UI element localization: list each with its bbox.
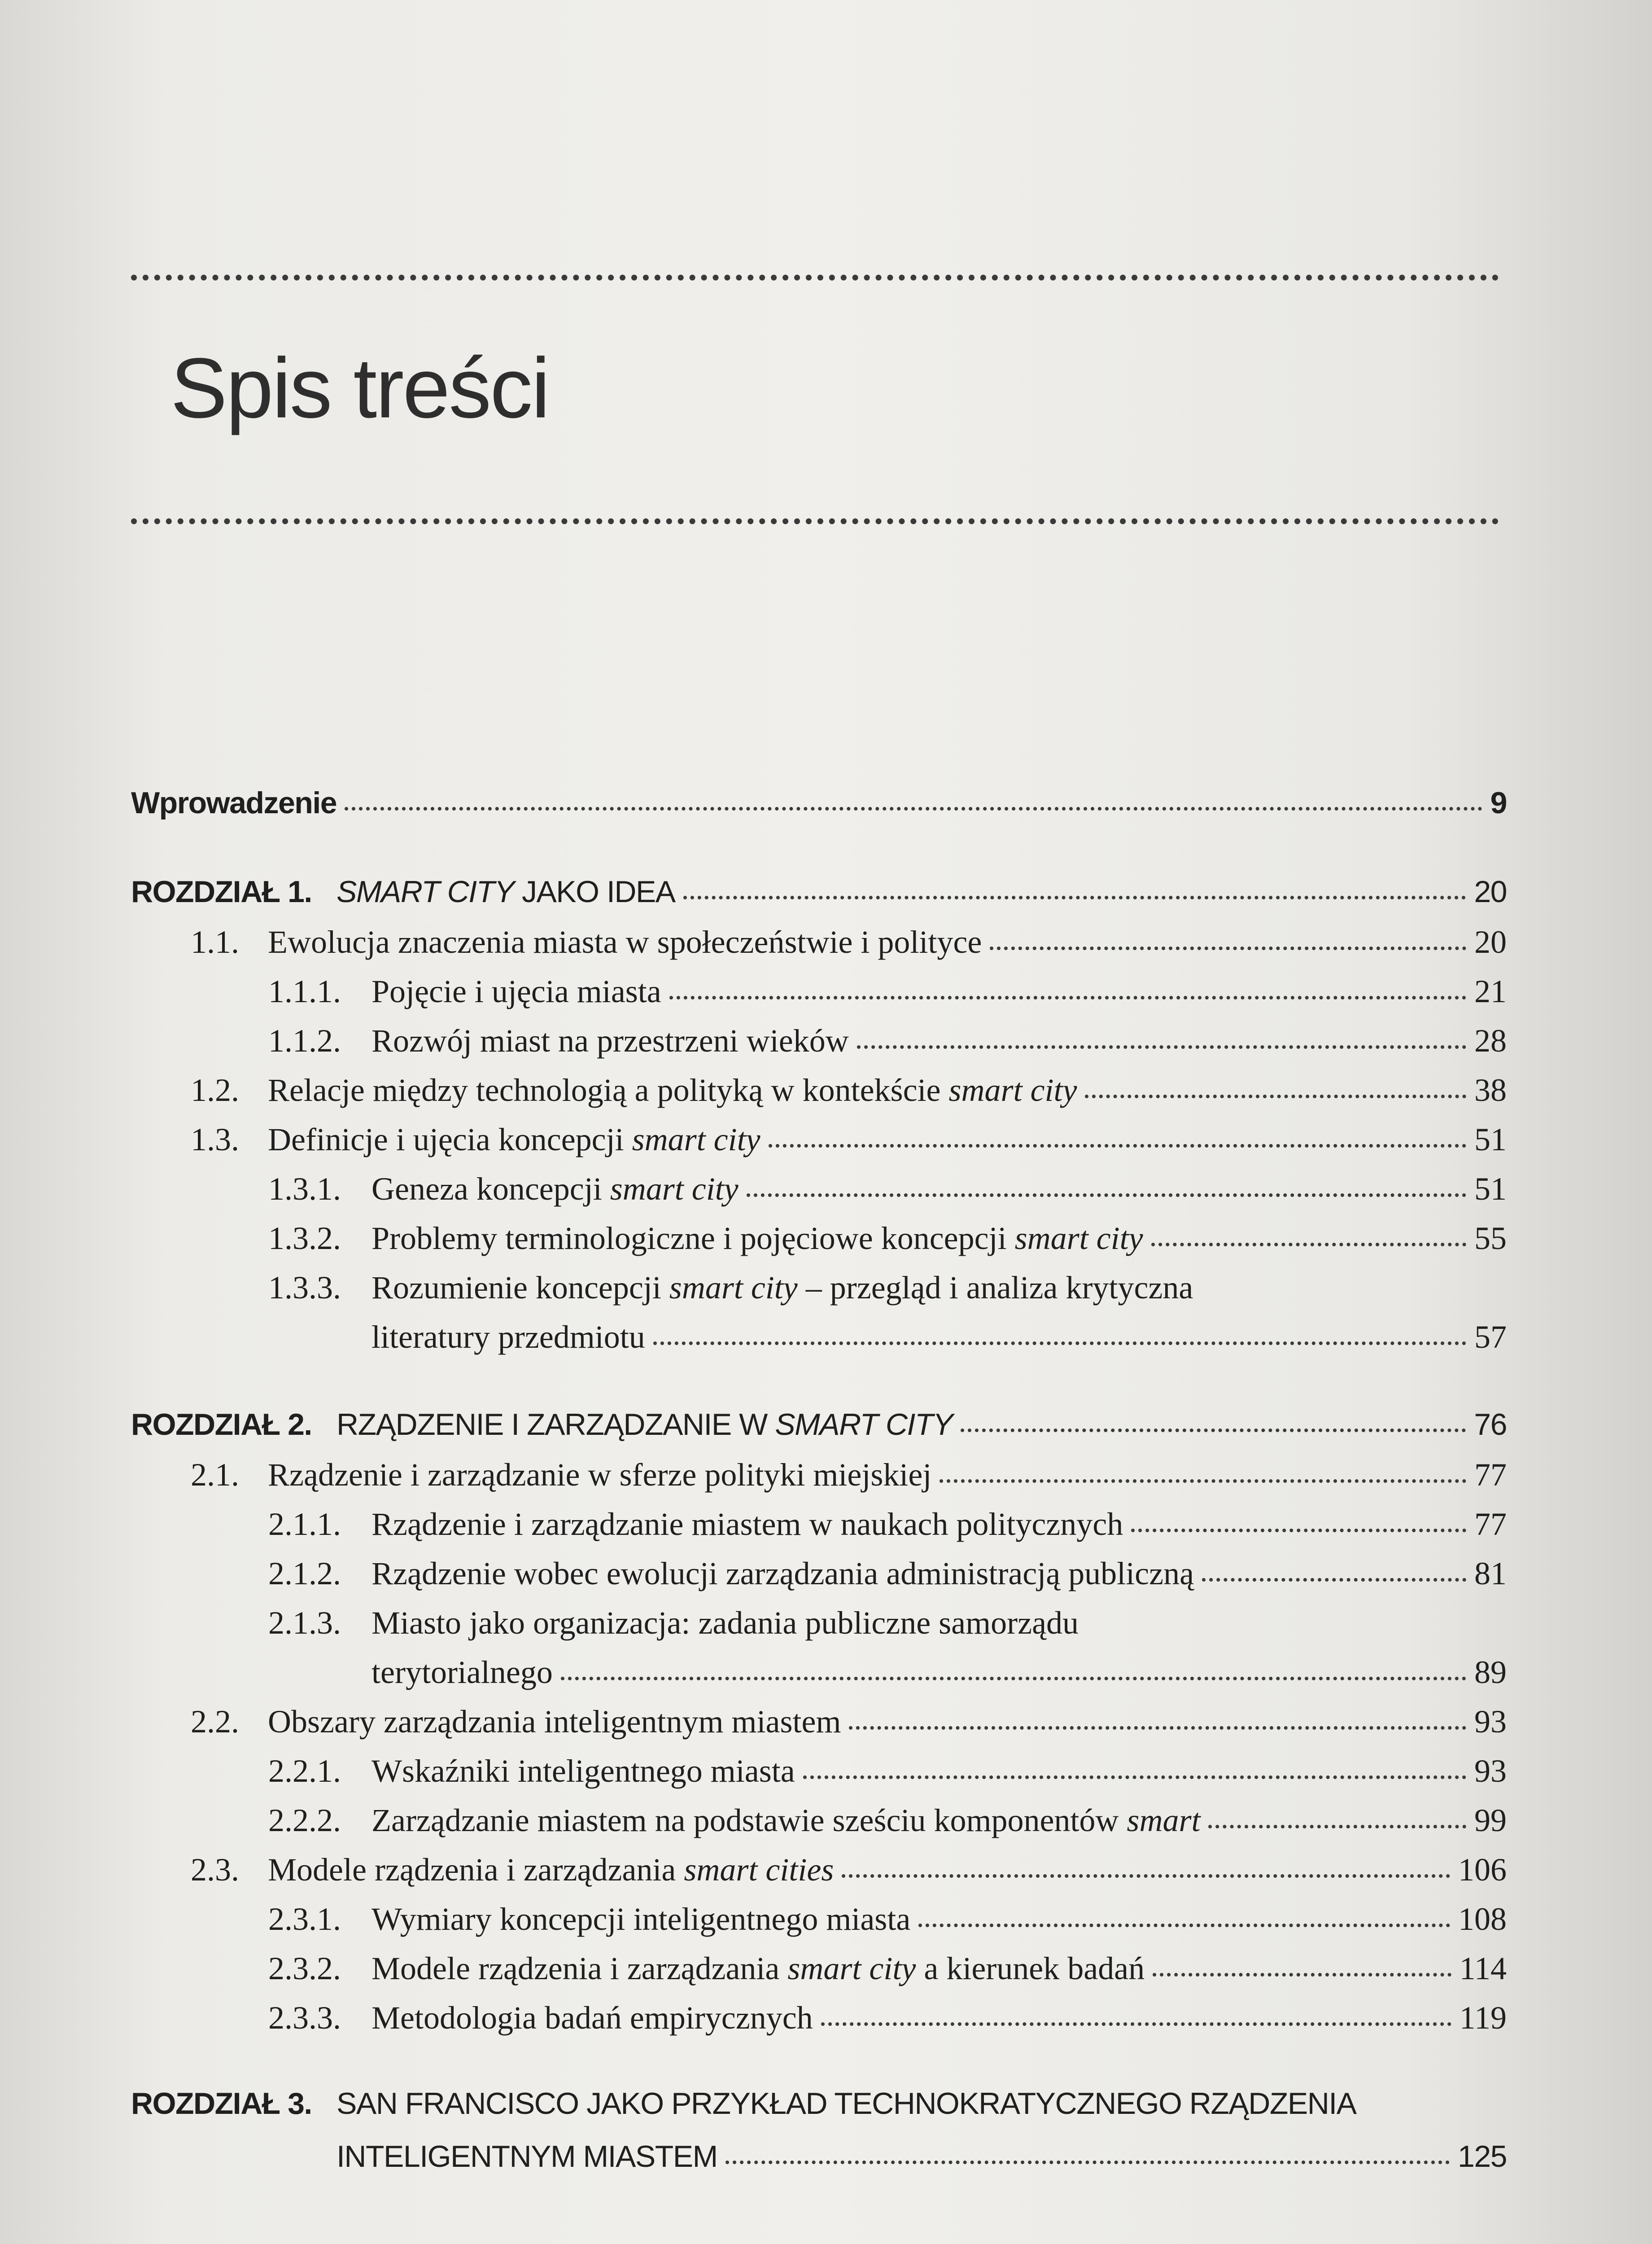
toc-entry-label: Geneza koncepcji [371,1171,610,1207]
toc-entry-1-3-2[interactable] [268,1221,1507,1256]
toc-page-number: 51 [1474,1171,1507,1207]
toc-entry-label: Rozwój miast na przestrzeni wieków [371,1023,849,1059]
toc-page-number: 77 [1474,1506,1507,1542]
dot-leader [821,2022,1451,2026]
toc-page-number: 9 [1490,786,1507,820]
dot-leader [1085,1095,1466,1098]
toc-page-number: 125 [1458,2139,1507,2174]
toc-entry-label: RZĄDZENIE I ZARZĄDZANIE W [337,1407,775,1442]
toc-entry-2-3-1[interactable] [268,1902,1507,1937]
toc-entry-1-1[interactable] [191,925,1507,960]
toc-page-number: 93 [1474,1753,1507,1789]
toc-page-number: 57 [1474,1319,1507,1355]
toc-entry-2-2-2[interactable] [268,1803,1507,1838]
section-number: 2.2.1. [268,1753,341,1789]
dot-leader [803,1775,1466,1779]
toc-entry-italic: SMART CITY [337,875,514,909]
toc-page-number: 81 [1474,1556,1507,1591]
toc-entry-label-continued: a kierunek badań [916,1950,1145,1986]
chapter-prefix: ROZDZIAŁ 1. [131,875,312,909]
dot-leader [1208,1825,1466,1828]
toc-entry-continuation: terytorialnego [371,1654,553,1690]
toc-page-number: 55 [1474,1220,1507,1256]
toc-entry-italic: smart [1127,1802,1201,1838]
toc-page-number: 114 [1459,1950,1507,1986]
dot-leader [561,1677,1466,1680]
toc-entry-intro[interactable] [131,786,1507,820]
toc-page-number: 20 [1474,875,1507,909]
dot-leader [1151,1243,1466,1246]
toc-entry-italic: smart city [632,1122,760,1157]
toc-entry-chapter-1[interactable] [131,875,1507,909]
section-number: 1.1. [191,924,239,960]
toc-entry-1-1-1[interactable] [268,974,1507,1009]
toc-page-number: 51 [1474,1122,1507,1157]
toc-entry-continuation: literatury przedmiotu [371,1319,645,1355]
dot-leader [849,1726,1466,1730]
toc-page-number: 28 [1474,1023,1507,1059]
toc-page-number: 76 [1474,1407,1507,1442]
toc-entry-1-3-1[interactable] [268,1171,1507,1207]
toc-entry-continuation: INTELIGENTNYM MIASTEM [337,2139,717,2174]
toc-page-number: 99 [1474,1802,1507,1838]
toc-page-number: 93 [1474,1704,1507,1740]
toc-entry-label-continued: – przegląd i analiza krytyczna [797,1270,1193,1306]
section-number: 1.3.2. [268,1220,341,1256]
section-number: 2.1. [191,1457,239,1493]
section-number: 1.2. [191,1072,239,1108]
dot-leader [842,1874,1450,1878]
toc-entry-italic: SMART CITY [775,1407,953,1442]
toc-entry-2-1-3-cont[interactable] [371,1655,1507,1690]
toc-entry-label: Rozumienie koncepcji [371,1270,669,1306]
section-number: 1.3.3. [268,1270,341,1306]
toc-entry-chapter-2[interactable] [131,1408,1507,1442]
dot-leader [857,1045,1466,1049]
section-number: 1.3. [191,1122,239,1157]
chapter-prefix: ROZDZIAŁ 3. [131,2086,312,2121]
toc-entry-chapter-3-cont[interactable] [337,2140,1507,2174]
section-number: 2.3. [191,1852,239,1888]
toc-entry-label: Rządzenie wobec ewolucji zarządzania administracją publiczną [371,1556,1194,1591]
toc-entry-label: Miasto jako organizacja: zadania publiczne samorządu [371,1605,1079,1641]
dot-leader [683,896,1466,899]
section-number: 2.1.1. [268,1506,341,1542]
toc-entry-2-1[interactable] [191,1457,1507,1493]
chapter-prefix: ROZDZIAŁ 2. [131,1407,312,1442]
toc-entry-2-2-1[interactable] [268,1753,1507,1789]
toc-entry-label: Definicje i ujęcia koncepcji [268,1122,632,1157]
toc-entry-label: JAKO IDEA [514,875,675,909]
section-number: 1.1.2. [268,1023,341,1059]
toc-page-number: 119 [1459,2000,1507,2036]
toc-entry-italic: smart city [787,1950,916,1986]
toc-entry-label: Ewolucja znaczenia miasta w społeczeństwie i polityce [268,924,982,960]
toc-entry-chapter-3[interactable] [131,2087,1507,2121]
toc-entry-2-2[interactable] [191,1704,1507,1740]
toc-entry-label: Rządzenie i zarządzanie w sferze polityki miejskiej [268,1457,932,1493]
dot-leader [669,996,1466,999]
dot-leader [918,1924,1450,1927]
page-title: Spis treści [170,341,549,436]
toc-entry-1-2[interactable] [191,1073,1507,1108]
toc-entry-label: Zarządzanie miastem na podstawie sześciu komponentów [371,1802,1127,1838]
section-number: 2.1.2. [268,1556,341,1591]
dot-leader [1202,1578,1466,1582]
toc-entry-italic: smart city [1014,1220,1143,1256]
dot-leader [961,1429,1466,1432]
dot-leader [940,1479,1466,1483]
toc-entry-italic: smart cities [684,1852,834,1888]
toc-entry-label: Rządzenie i zarządzanie miastem w naukach politycznych [371,1506,1123,1542]
toc-entry-label: Modele rządzenia i zarządzania [268,1852,684,1888]
toc-entry-2-3-2[interactable] [268,1951,1507,1986]
toc-page-number: 38 [1474,1072,1507,1108]
section-number: 1.3.1. [268,1171,341,1207]
dot-leader [1131,1529,1466,1532]
dot-leader [990,947,1466,950]
toc-entry-label: Modele rządzenia i zarządzania [371,1950,788,1986]
dot-leader [653,1341,1466,1345]
toc-entry-label: Problemy terminologiczne i pojęciowe koncepcji [371,1220,1015,1256]
toc-page-number: 21 [1474,973,1507,1009]
toc-entry-italic: smart city [948,1072,1077,1108]
section-number: 2.2. [191,1704,239,1740]
section-number: 2.1.3. [268,1605,341,1641]
toc-entry-label: Wskaźniki inteligentnego miasta [371,1753,795,1789]
toc-page-number: 108 [1458,1901,1507,1937]
section-number: 2.3.2. [268,1950,341,1986]
toc-entry-1-1-2[interactable] [268,1023,1507,1059]
toc-entry-2-1-1[interactable] [268,1507,1507,1542]
toc-page-number: 77 [1474,1457,1507,1493]
toc-entry-italic: smart city [669,1270,798,1306]
toc-entry-2-3[interactable] [191,1852,1507,1888]
dot-leader [1153,1973,1451,1977]
dot-leader [769,1144,1466,1148]
toc-entry-label: Metodologia badań empirycznych [371,2000,813,2036]
toc-entry-label: Relacje między technologią a polityką w kontekście [268,1072,949,1108]
toc-entry-2-1-2[interactable] [268,1556,1507,1591]
toc-entry-2-3-3[interactable] [268,2000,1507,2036]
toc-page-number: 20 [1474,924,1507,960]
toc-entry-1-3-3-cont[interactable] [371,1319,1507,1355]
toc-entry-italic: smart city [610,1171,739,1207]
toc-entry-1-3-3[interactable] [268,1270,1507,1306]
toc-entry-label: Obszary zarządzania inteligentnym miastem [268,1704,841,1740]
toc-entry-label: Wprowadzenie [131,786,337,820]
toc-entry-2-1-3[interactable] [268,1605,1507,1641]
section-number: 2.2.2. [268,1802,341,1838]
toc-entry-label: Wymiary koncepcji inteligentnego miasta [371,1901,911,1937]
section-number: 2.3.3. [268,2000,341,2036]
toc-page-number: 89 [1474,1654,1507,1690]
dot-leader [345,807,1482,811]
section-number: 1.1.1. [268,973,341,1009]
toc-entry-1-3[interactable] [191,1122,1507,1157]
toc-entry-label: SAN FRANCISCO JAKO PRZYKŁAD TECHNOKRATYCZNEGO RZĄDZENIA [337,2086,1356,2121]
dot-leader [725,2161,1450,2164]
toc-page-number: 106 [1458,1852,1507,1888]
toc-entry-label: Pojęcie i ujęcia miasta [371,973,661,1009]
dot-leader [747,1193,1466,1197]
section-number: 2.3.1. [268,1901,341,1937]
